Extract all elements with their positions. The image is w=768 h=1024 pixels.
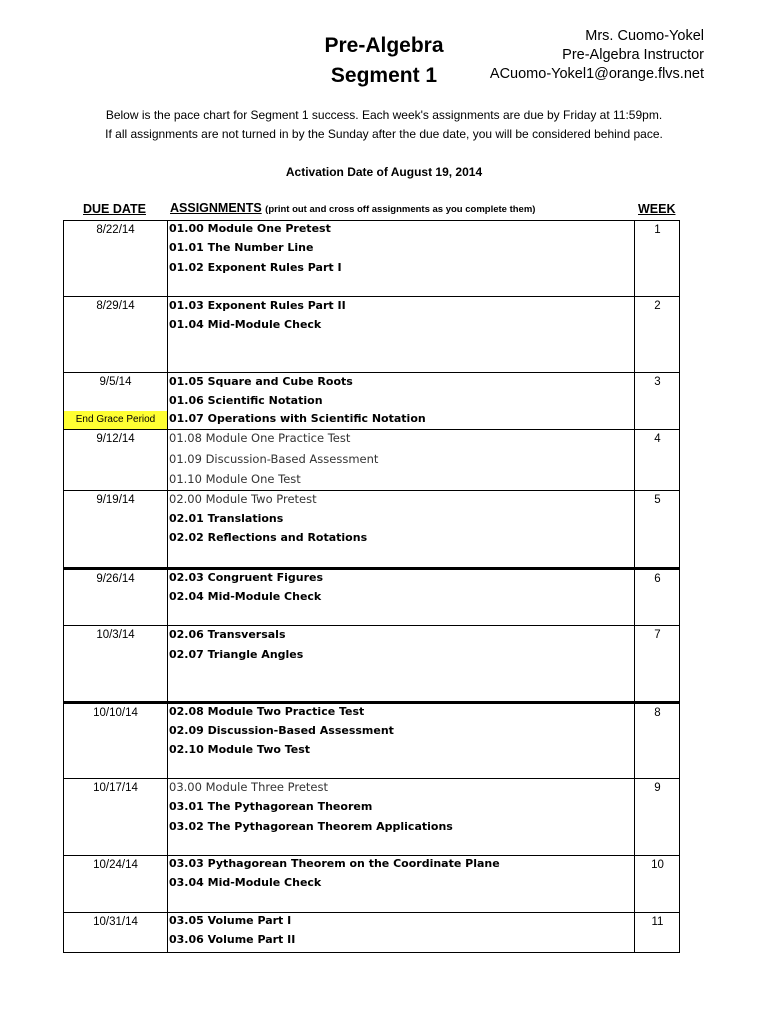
table-row <box>63 702 680 779</box>
assignment-item: 03.03 Pythagorean Theorem on the Coordinate Plane <box>169 857 500 870</box>
due-date-cell: 10/24/14 <box>93 859 138 871</box>
grace-period-badge: End Grace Period <box>64 411 167 429</box>
week-cell: 6 <box>654 573 661 585</box>
table-header <box>0 200 768 220</box>
assignment-item: 03.04 Mid-Module Check <box>169 876 322 889</box>
intro-line2: If all assignments are not turned in by the Sunday after the due date, you will be considered behind pace. <box>105 127 663 141</box>
week-header: WEEK <box>638 202 676 216</box>
assignment-item: 01.08 Module One Practice Test <box>169 431 351 445</box>
page-title-line2: Segment 1 <box>330 64 438 87</box>
week-cell: 4 <box>654 433 661 445</box>
week-cell: 1 <box>654 224 661 236</box>
due-date-cell: 10/17/14 <box>93 782 138 794</box>
week-cell: 11 <box>651 916 664 928</box>
assignment-item: 01.01 The Number Line <box>169 241 314 254</box>
assignments-header-label: ASSIGNMENTS <box>170 201 262 215</box>
assignment-item: 03.06 Volume Part II <box>169 933 296 946</box>
due-date-cell: 9/12/14 <box>96 433 135 445</box>
week-cell: 9 <box>654 782 661 794</box>
week-cell: 10 <box>651 859 664 871</box>
assignment-item: 01.02 Exponent Rules Part I <box>169 261 342 274</box>
table-row <box>63 856 680 913</box>
table-row <box>63 430 680 491</box>
table-row <box>63 491 680 568</box>
instructor-role: Pre-Algebra Instructor <box>562 47 704 63</box>
instructor-email: ACuomo-Yokel1@orange.flvs.net <box>489 66 704 82</box>
assignment-item: 02.06 Transversals <box>169 628 286 641</box>
assignment-item: 01.03 Exponent Rules Part II <box>169 299 346 312</box>
table-row <box>63 373 680 430</box>
due-date-cell: 10/10/14 <box>93 707 138 719</box>
table-row <box>63 779 680 856</box>
assignment-item: 02.02 Reflections and Rotations <box>169 531 368 544</box>
assignment-item: 02.07 Triangle Angles <box>169 648 304 661</box>
week-cell: 7 <box>654 629 661 641</box>
assignment-item: 01.07 Operations with Scientific Notation <box>169 412 426 425</box>
assignment-item: 02.04 Mid-Module Check <box>169 590 322 603</box>
assignment-item: 03.01 The Pythagorean Theorem <box>169 800 373 813</box>
assignment-item: 02.03 Congruent Figures <box>169 571 324 584</box>
assignment-item: 03.05 Volume Part I <box>169 914 292 927</box>
instructor-name: Mrs. Cuomo-Yokel <box>585 28 704 44</box>
table-row <box>63 297 680 373</box>
due-date-cell: 9/19/14 <box>96 494 135 506</box>
pace-chart-table <box>63 220 680 953</box>
table-row <box>63 568 680 626</box>
due-date-cell: 8/29/14 <box>96 300 135 312</box>
assignment-item: 01.09 Discussion-Based Assessment <box>169 452 379 466</box>
due-date-cell: 8/22/14 <box>96 224 135 236</box>
intro-text <box>0 106 768 144</box>
week-cell: 2 <box>654 300 661 312</box>
assignment-item: 02.09 Discussion-Based Assessment <box>169 724 394 737</box>
assignment-item: 02.08 Module Two Practice Test <box>169 705 365 718</box>
page-title-line1: Pre-Algebra <box>324 34 444 57</box>
assignment-item: 03.02 The Pythagorean Theorem Applications <box>169 820 453 833</box>
due-date-header: DUE DATE <box>83 202 146 216</box>
assignment-item: 02.01 Translations <box>169 512 284 525</box>
assignments-header-note: (print out and cross off assignments as you complete them) <box>265 204 536 215</box>
assignment-item: 02.10 Module Two Test <box>169 743 311 756</box>
assignment-item: 01.00 Module One Pretest <box>169 222 331 235</box>
assignment-item: 01.10 Module One Test <box>169 472 301 486</box>
assignment-item: 03.00 Module Three Pretest <box>169 780 329 794</box>
assignment-item: 01.06 Scientific Notation <box>169 394 323 407</box>
week-cell: 8 <box>654 707 661 719</box>
due-date-cell: 10/3/14 <box>96 629 135 641</box>
table-row <box>63 220 680 297</box>
assignments-header <box>170 201 535 215</box>
table-row <box>63 913 680 953</box>
assignment-item: 01.04 Mid-Module Check <box>169 318 322 331</box>
assignment-item: 01.05 Square and Cube Roots <box>169 375 353 388</box>
activation-date: Activation Date of August 19, 2014 <box>285 165 483 179</box>
instructor-block <box>490 27 704 84</box>
due-date-cell: 9/5/14 <box>99 376 132 388</box>
week-cell: 3 <box>654 376 661 388</box>
intro-line1: Below is the pace chart for Segment 1 success. Each week's assignments are due by Friday at 11:59pm. <box>105 108 663 122</box>
due-date-cell: 10/31/14 <box>93 916 138 928</box>
table-row <box>63 626 680 702</box>
due-date-cell: 9/26/14 <box>96 573 135 585</box>
week-cell: 5 <box>654 494 661 506</box>
assignment-item: 02.00 Module Two Pretest <box>169 492 317 506</box>
